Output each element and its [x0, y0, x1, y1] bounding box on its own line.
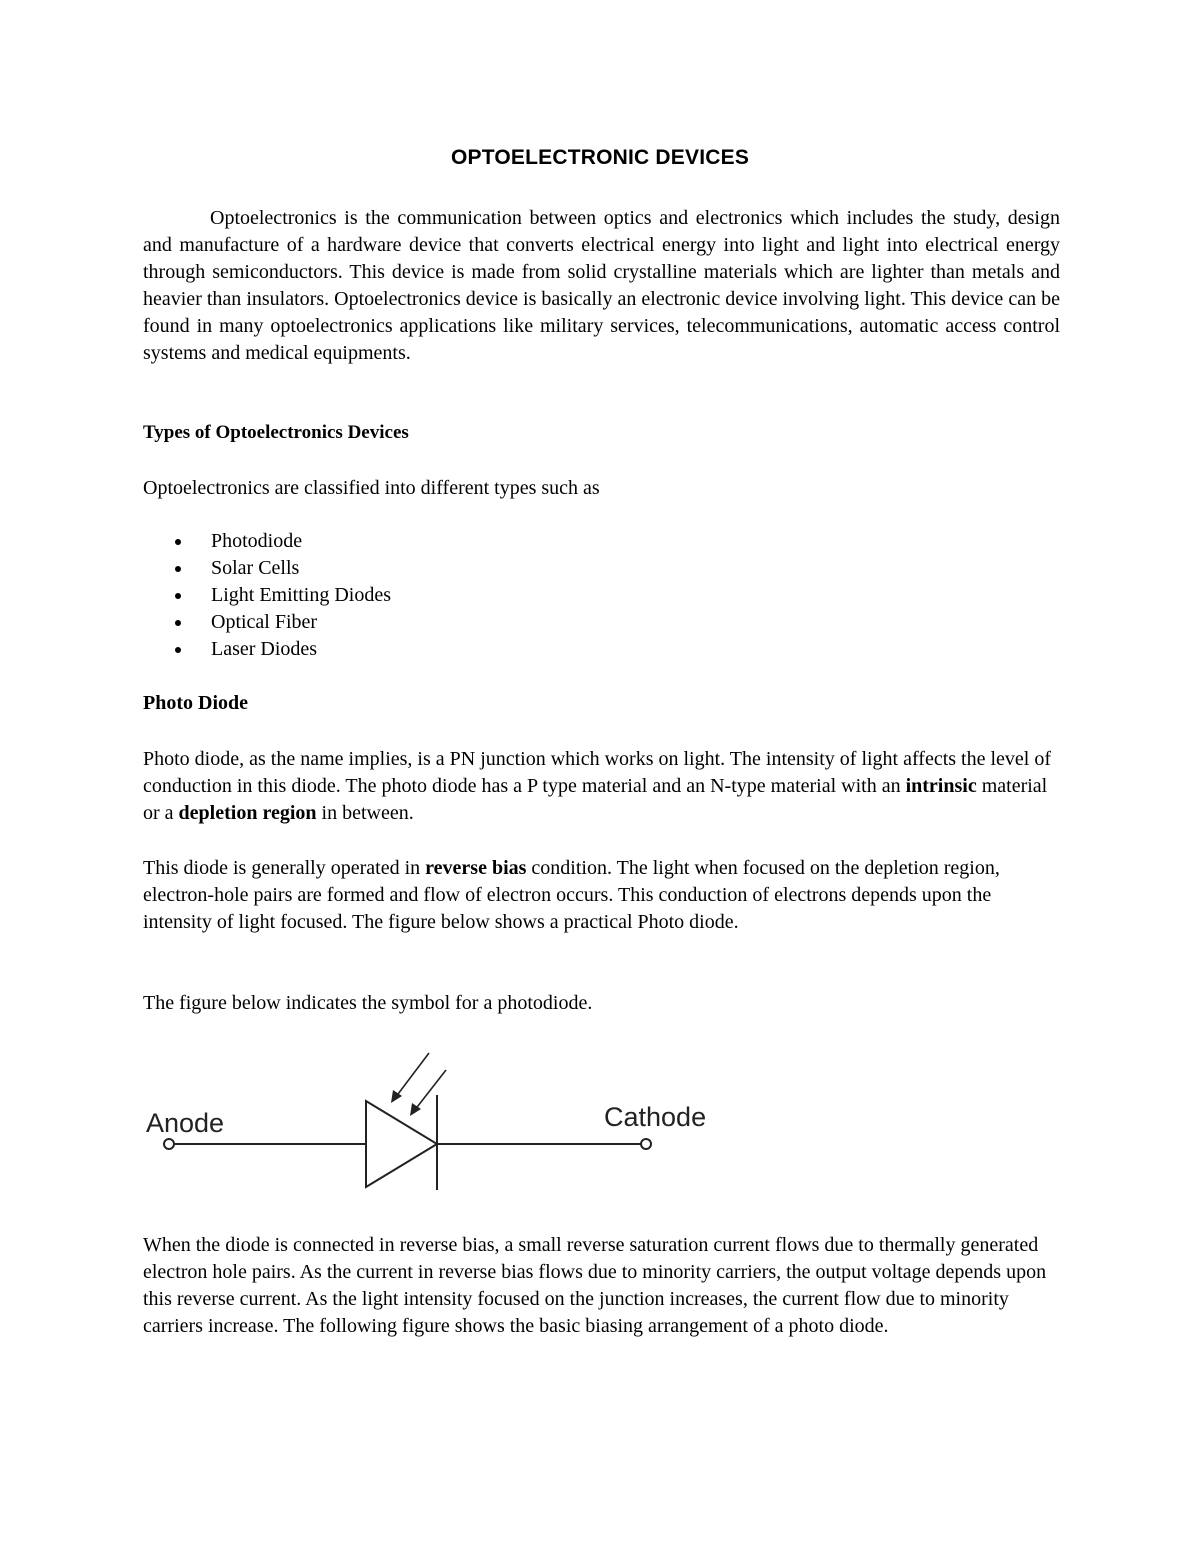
- anode-label: Anode: [146, 1108, 225, 1138]
- pd2-bold-reverse-bias: reverse bias: [425, 857, 527, 879]
- cathode-label: Cathode: [604, 1102, 707, 1132]
- anode-terminal: [164, 1139, 174, 1149]
- cathode-terminal: [641, 1139, 651, 1149]
- types-list: [143, 528, 391, 663]
- types-intro: Optoelectronics are classified into different types such as: [143, 477, 600, 499]
- bullet-icon: [175, 539, 181, 545]
- photo-diode-paragraph-2: [143, 855, 1060, 936]
- light-arrow-icon: [391, 1053, 429, 1103]
- symbol-caption: The figure below indicates the symbol for a photodiode.: [143, 992, 593, 1014]
- light-arrow-icon: [410, 1070, 446, 1116]
- photo-diode-paragraph-1: [143, 746, 1060, 827]
- diode-triangle: [366, 1101, 437, 1187]
- bullet-icon: [175, 647, 181, 653]
- list-item: [143, 528, 391, 555]
- bullet-icon: [175, 620, 181, 626]
- pd1-bold-depletion: depletion region: [178, 802, 317, 824]
- photodiode-symbol-diagram: [140, 1040, 740, 1200]
- pd1-text-3: in between.: [316, 802, 414, 824]
- list-item-label: Laser Diodes: [211, 638, 318, 660]
- photo-diode-heading: Photo Diode: [143, 692, 248, 714]
- pd2-text-2: condition. The light when focused on the depletion region, electron-hole pairs are formed and flow of electron occurs. This conduction of electrons depends upon the intensity of light focused. The figure below shows a practical Photo diode.: [143, 857, 1000, 933]
- bullet-icon: [175, 593, 181, 599]
- document-title: OPTOELECTRONIC DEVICES: [450, 146, 750, 169]
- list-item-label: Solar Cells: [211, 557, 300, 579]
- pd1-text-1: Photo diode, as the name implies, is a PN junction which works on light. The intensity of light affects the level of conduction in this diode. The photo diode has a P type material and an N-type material with an: [143, 748, 1052, 797]
- list-item: [143, 636, 391, 663]
- list-item-label: Light Emitting Diodes: [211, 584, 391, 606]
- types-heading: Types of Optoelectronics Devices: [143, 422, 409, 443]
- pd2-text-1: This diode is generally operated in: [143, 857, 426, 879]
- list-item: [143, 609, 391, 636]
- reverse-bias-paragraph: When the diode is connected in reverse bias, a small reverse saturation current flows due to thermally generated electron hole pairs. As the current in reverse bias flows due to minority carriers, the output voltage depends upon this reverse current. As the light intensity focused on the junction increases, the current flow due to minority carriers increase. The following figure shows the basic biasing arrangement of a photo diode.: [143, 1234, 1047, 1337]
- pd1-bold-intrinsic: intrinsic: [905, 775, 977, 797]
- bullet-icon: [175, 566, 181, 572]
- list-item: [143, 555, 391, 582]
- pd1-text-2: material or a: [143, 775, 1048, 824]
- list-item: [143, 582, 391, 609]
- intro-paragraph: Optoelectronics is the communication between optics and electronics which includes the study, design and manufacture of a hardware device that converts electrical energy into light and light into electrical energy through semiconductors. This device is made from solid crystalline materials which are lighter than metals and heavier than insulators. Optoelectronics device is basically an electronic device involving light. This device can be found in many optoelectronics applications like military services, telecommunications, automatic access control systems and medical equipments.: [143, 207, 1060, 364]
- list-item-label: Photodiode: [211, 530, 303, 552]
- list-item-label: Optical Fiber: [211, 611, 318, 633]
